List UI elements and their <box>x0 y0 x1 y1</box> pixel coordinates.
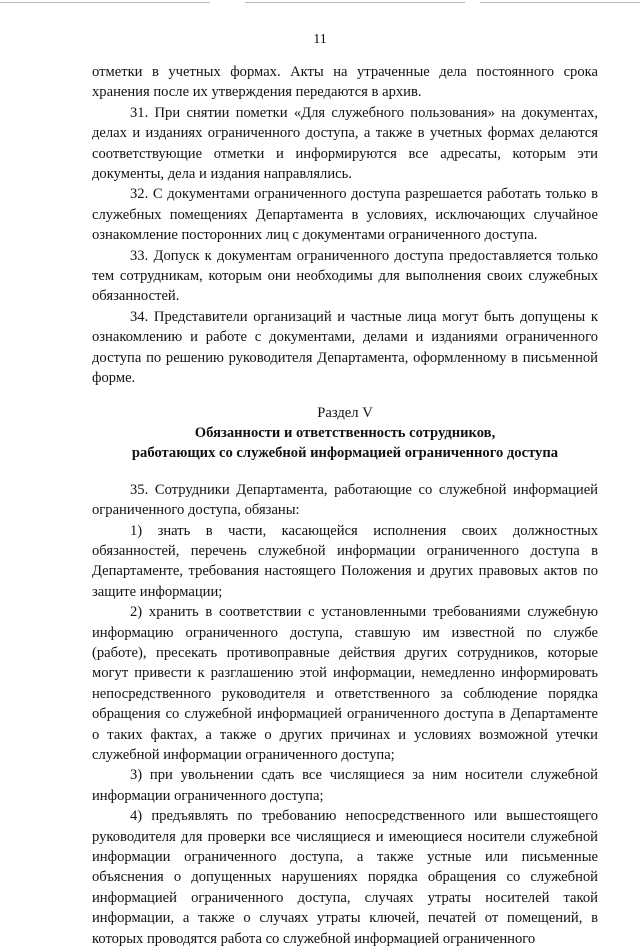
section-label: Раздел V <box>317 404 373 421</box>
section-heading <box>92 403 598 464</box>
list-item-2: 2) хранить в соответствии с установленными требованиями служебную информацию ограниченного доступа, ставшую им известной по службе (работе), пресекать противоправные действия других сотрудников, которые могут привести к разглашению этой информации, немедленно информировать непосредственного руководителя и ответственного за соблюдение порядка обращения со служебной информацией ограниченного доступа в Департаменте о таких фактах, а также о других причинах и условиях возможной утечки служебной информации ограниченного доступа; <box>92 604 598 763</box>
section-title-line-1: Обязанности и ответственность сотрудников, <box>194 424 496 441</box>
section-spacer <box>92 464 598 480</box>
list-item-1: 1) знать в части, касающейся исполнения своих должностных обязанностей, перечень служебной информации ограниченного доступа в Департаменте, требования настоящего Положения и других правовых актов по защите информации; <box>92 522 598 600</box>
section-title-line-2: работающих со служебной информацией ограниченного доступа <box>131 445 559 462</box>
paragraph-31: 31. При снятии пометки «Для служебного пользования» на документах, делах и изданиях ограниченного доступа, а также в учетных формах делаются соответствующие отметки и информируются все адресаты, которым эти документы, дела и издания направлялись. <box>92 104 598 183</box>
paragraph-32: 32. С документами ограниченного доступа разрешается работать только в служебных помещениях Департамента в условиях, исключающих случайное ознакомление посторонних лиц с документами ограниченного доступа. <box>92 186 598 244</box>
paragraph-35: 35. Сотрудники Департамента, работающие со служебной информацией ограниченного доступа, обязаны: <box>92 481 598 519</box>
paragraph-continuation: отметки в учетных формах. Акты на утраченные дела постоянного срока хранения после их утверждения передаются в архив. <box>92 64 598 101</box>
list-item-3: 3) при увольнении сдать все числящиеся за ним носители служебной информации ограниченного доступа; <box>92 767 598 804</box>
paragraph-33: 33. Допуск к документам ограниченного доступа предоставляется только тем сотрудникам, которым они необходимы для выполнения своих служебных обязанностей. <box>92 247 598 305</box>
scan-top-edge <box>0 2 640 5</box>
list-item-4: 4) предъявлять по требованию непосредственного или вышестоящего руководителя для проверки все числящиеся и имеющиеся носители служебной информации ограниченного доступа, а также устные или письменные объяснения о допущенных нарушениях порядка обращения со служебной информацией ограниченного доступа, случаях утраты носителей такой информации, а также о случаях утраты ключей, печатей от помещений, в которых проводятся работа со служебной информацией ограниченного <box>92 808 598 947</box>
document-body <box>92 62 598 949</box>
page-number: 11 <box>313 32 327 47</box>
paragraph-34: 34. Представители организаций и частные лица могут быть допущены к ознакомлению и работе с документами, делами и изданиями ограниченного доступа по решению руководителя Департамента, оформленному в письменной форме. <box>92 308 598 387</box>
